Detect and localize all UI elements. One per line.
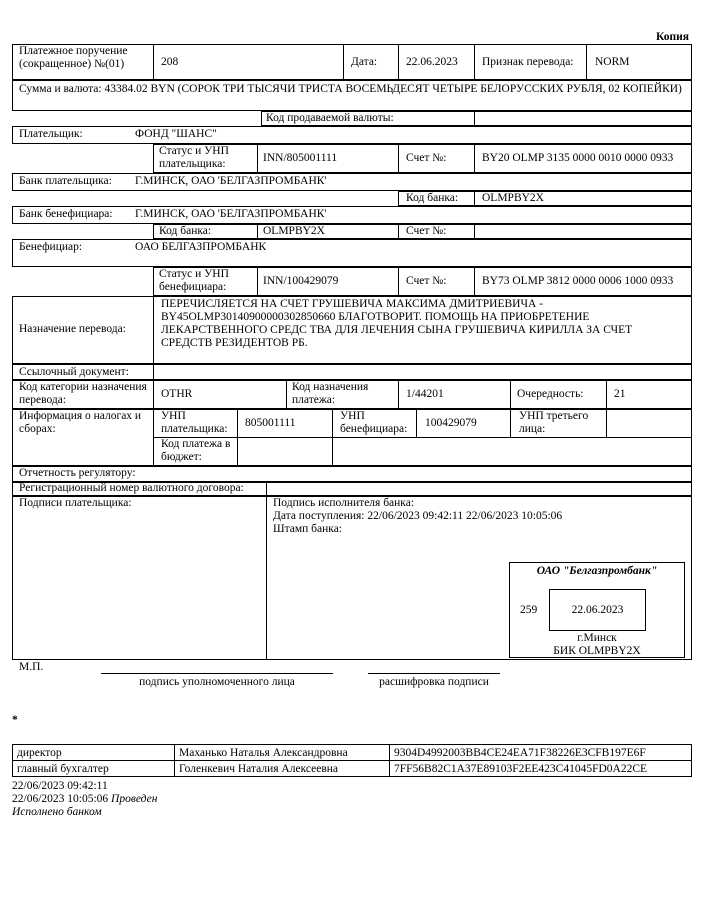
beneficiary-bank-account-label: Счет №: xyxy=(406,225,447,237)
tax-payer-unp-label: УНП плательщика: xyxy=(161,410,228,435)
payer-account-label: Счет №: xyxy=(406,152,447,164)
payer-label: Плательщик: xyxy=(19,128,83,140)
purpose-label: Назначение перевода: xyxy=(19,323,126,335)
beneficiary-account: BY73 OLMP 3812 0000 0006 1000 0933 xyxy=(482,275,674,287)
beneficiary-row xyxy=(12,239,692,267)
stamp-bank-name: ОАО "Белгазпромбанк" xyxy=(536,565,658,577)
log-line-3: Исполнено банком xyxy=(12,806,102,818)
authorized-signature-caption: подпись уполномоченного лица xyxy=(139,676,295,688)
payer-name: ФОНД "ШАНС" xyxy=(135,128,217,140)
currency-contract-label: Регистрационный номер валютного договора: xyxy=(19,482,244,494)
category-value: OTHR xyxy=(161,388,193,400)
transfer-sign: NORM xyxy=(595,56,630,68)
signers-table xyxy=(12,744,692,777)
table-row xyxy=(13,761,692,777)
log-line-2 xyxy=(12,793,157,806)
purpose-line-4: СРЕДСТВ РЕЗИДЕНТОВ РБ. xyxy=(161,337,308,349)
bank-signature-label: Подпись исполнителя банка: xyxy=(273,497,415,509)
log-status: Проведен xyxy=(111,793,158,805)
signature-decoding-line xyxy=(368,673,500,674)
asterisk: * xyxy=(12,714,18,726)
log-time: 22/06/2023 10:05:06 xyxy=(12,793,109,805)
purpose-line-3: ЛЕКАРСТВЕННОГО СРЕДС ТВА ДЛЯ ЛЕЧЕНИЯ СЫНА ГРУШЕВИЧА КИРИЛЛА ЗА СЧЕТ xyxy=(161,324,633,336)
stamp-city: г.Минск xyxy=(577,632,617,644)
purpose-line-1: ПЕРЕЧИСЛЯЕТСЯ НА СЧЕТ ГРУШЕВИЧА МАКСИМА ДМИТРИЕВИЧА - xyxy=(161,298,543,310)
beneficiary-status-unp-label: Статус и УНП бенефициара: xyxy=(159,268,229,293)
receipt-date-label: Дата поступления: xyxy=(273,510,365,522)
tax-payer-unp: 805001111 xyxy=(245,417,296,429)
log-line-1: 22/06/2023 09:42:11 xyxy=(12,780,108,792)
mp-label: М.П. xyxy=(19,661,44,673)
payer-signatures-label: Подписи плательщика: xyxy=(19,497,132,509)
signer-name: Маханько Наталья Александровна xyxy=(175,745,390,761)
regulator-report-label: Отчетность регулятору: xyxy=(19,467,136,479)
payer-bank-code: OLMPBY2X xyxy=(482,192,544,204)
table-row xyxy=(13,745,692,761)
category-label: Код категории назначения перевода: xyxy=(19,381,147,406)
beneficiary-bank-label: Банк бенефициара: xyxy=(19,208,113,220)
receipt-date xyxy=(273,510,562,523)
purpose-code-label: Код назначения платежа: xyxy=(292,381,369,406)
authorized-signature-line xyxy=(101,673,333,674)
transfer-sign-label: Признак перевода: xyxy=(482,56,574,68)
tax-beneficiary-unp: 100429079 xyxy=(425,417,477,429)
payer-account: BY20 OLMP 3135 0000 0010 0000 0933 xyxy=(482,152,674,164)
tax-third-party-unp-label: УНП третьего лица: xyxy=(519,410,589,435)
payer-bank-name: Г.МИНСК, ОАО 'БЕЛГАЗПРОМБАНК' xyxy=(135,175,327,187)
signer-hash: 7FF56B82C1A37E89103F2EE423C41045FD0A22CE xyxy=(390,761,692,777)
sold-currency-code-label: Код продаваемой валюты: xyxy=(266,112,394,124)
tax-beneficiary-unp-label: УНП бенефициара: xyxy=(340,410,408,435)
taxes-label: Информация о налогах и сборах: xyxy=(19,410,142,435)
bank-stamp-label: Штамп банка: xyxy=(273,523,342,535)
beneficiary-name: ОАО БЕЛГАЗПРОМБАНК xyxy=(135,241,267,253)
date-label: Дата: xyxy=(351,56,378,68)
stamp-date: 22.06.2023 xyxy=(571,604,624,616)
purpose-code: 1/44201 xyxy=(406,388,444,400)
copy-label: Копия xyxy=(656,31,689,43)
reference-doc-label: Ссылочный документ: xyxy=(19,366,129,378)
doc-number: 208 xyxy=(161,56,179,68)
signature-decoding-caption: расшифровка подписи xyxy=(379,676,489,688)
budget-code-label: Код платежа в бюджет: xyxy=(161,438,231,463)
payer-status-unp-label: Статус и УНП плательщика: xyxy=(159,145,229,170)
signer-role: главный бухгалтер xyxy=(13,761,175,777)
signer-hash: 9304D4992003BB4CE24EA71F38226E3CFB197E6F xyxy=(390,745,692,761)
stamp-number: 259 xyxy=(520,604,538,616)
purpose-line-2: BY45OLMP30140900000302850660 БЛАГОТВОРИТ. ПОМОЩЬ НА ПРИОБРЕТЕНИЕ xyxy=(161,311,590,323)
beneficiary-bank-row xyxy=(12,206,692,224)
amount-value xyxy=(19,83,687,96)
payer-bank-label: Банк плательщика: xyxy=(19,175,112,187)
beneficiary-bank-code: OLMPBY2X xyxy=(263,225,325,237)
doc-date: 22.06.2023 xyxy=(406,56,458,68)
beneficiary-account-label: Счет №: xyxy=(406,275,447,287)
receipt-date-value: 22/06/2023 09:42:11 22/06/2023 10:05:06 xyxy=(367,510,563,522)
priority-label: Очередность: xyxy=(517,388,584,400)
beneficiary-unp: INN/100429079 xyxy=(263,275,339,287)
beneficiary-bank-name: Г.МИНСК, ОАО 'БЕЛГАЗПРОМБАНК' xyxy=(135,208,327,220)
priority: 21 xyxy=(614,388,626,400)
payer-bank-row xyxy=(12,173,692,191)
amount-text: 43384.02 BYN (СОРОК ТРИ ТЫСЯЧИ ТРИСТА ВОСЕМЬДЕСЯТ ЧЕТЫРЕ БЕЛОРУССКИХ РУБЛЯ, 02 КОПЕЙКИ) xyxy=(104,83,682,95)
payer-bank-code-label: Код банка: xyxy=(406,192,459,204)
doc-title: Платежное поручение (сокращенное) №(01) xyxy=(19,45,128,70)
amount-label: Сумма и валюта: xyxy=(19,83,102,95)
signer-role: директор xyxy=(13,745,175,761)
signer-name: Голенкевич Наталия Алексеевна xyxy=(175,761,390,777)
beneficiary-label: Бенефициар: xyxy=(19,241,83,253)
beneficiary-bank-code-label: Код банка: xyxy=(159,225,212,237)
stamp-bik: БИК OLMPBY2X xyxy=(553,645,641,657)
payer-row xyxy=(12,126,692,144)
payer-unp: INN/805001111 xyxy=(263,152,338,164)
